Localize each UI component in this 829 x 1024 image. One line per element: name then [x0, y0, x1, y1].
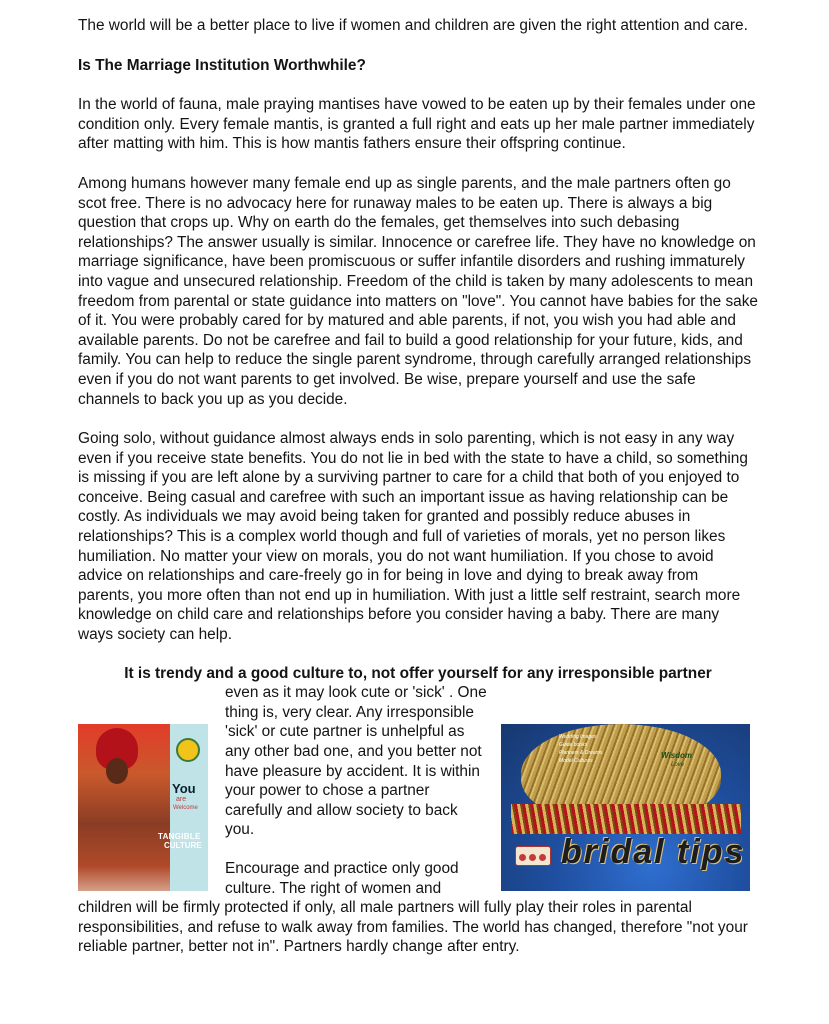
middle-text-first: even as it may look cute or 'sick' . One thing is, very clear. Any irresponsible 'sick' or cute partner is unhelpful as any other bad one, and you better not have pleasure by accident. It is within your power to chose a partner carefully and allow society to back you.: [225, 684, 487, 839]
figure-row: [78, 683, 758, 921]
tangible-culture-image: [78, 724, 208, 891]
poster-are-text: are: [176, 796, 187, 804]
section-heading: Is The Marriage Institution Worthwhile?: [78, 56, 366, 74]
hat-label: Guide books: [559, 742, 588, 749]
poster-tangible-text: TANGIBLE: [158, 832, 201, 842]
paragraph-mantis: In the world of fauna, male praying mantises have vowed to be eaten up by their females under one condition only. Every female mantis, is granted a full right and eats up her male partner immediately after matting with him. This is how mantis fathers ensure their offspring continue.: [78, 96, 756, 153]
poster-welcome-text: Welcome: [173, 805, 198, 812]
bridal-tips-title: bridal tips: [561, 833, 746, 872]
poster-you-text: You: [172, 781, 196, 797]
paragraph-single-parents: Among humans however many female end up as single parents, and the male partners often go scot free. There is no advocacy here for runaway males to be eaten up. There is always a big question that crops up. Why on earth do the females, get themselves into such debasing relationships? The answer usually is similar. Innocence or carefree life. They have no knowledge on marriage significance, have been promiscuous or suffer infantile disorders and rushing immaturely into vague and unsecured relationship. Freedom of the child is taken by many adolescents to mean freedom from parental or state guidance into matters on "love". You cannot have babies for the sake of it. You were probably cared for by matured and able parents, if not, you wish you had able and available parents. Do not be carefree and fail to build a good relationship for your future, kids, and family. You can help to reduce the single parent syndrome, through carefully arranged relationships even if you do not want parents to get involved. Be wise, prepare yourself and use the safe channels to back you up as you decide.: [78, 174, 758, 408]
poster-culture-text: CULTURE: [164, 841, 202, 851]
paragraph-going-solo: Going solo, without guidance almost always ends in solo parenting, which is not easy in any way even if you receive state benefits. You do not lie in bed with the state to have a child, so something is missing if you are left alone by a surviving partner to care for a child that both of you enjoyed to conceive. Being casual and carefree with such an important issue as having relationship can be costly. As individuals we may avoid being taken for granted and possibly reduce abuses in relationships? This is a complex world though and full of varieties of morals, yet no person likes humiliation. No matter your view on morals, you do not want humiliation. If you chose to avoid advice on relationships and care-freely go in for being in love and dying to break away from parents, you more often than not end up in humiliation. With just a little self restraint, search more knowledge on child care and relationships before you consider having a baby. There are many ways society can help.: [78, 430, 748, 644]
subheading-trendy-culture: It is trendy and a good culture to, not offer yourself for any irresponsible partner: [124, 664, 712, 682]
hat-label: Planners & Dreams: [559, 750, 603, 757]
hat-label: Wedding Images: [559, 734, 597, 741]
hat-fringe-shape: [511, 804, 741, 834]
bridal-tips-image: [501, 724, 750, 891]
document-page: [78, 16, 758, 957]
middle-text-second: Encourage and practice only good culture. The right of women and: [225, 859, 459, 897]
intro-paragraph: The world will be a better place to live if women and children are given the right attention and care.: [78, 17, 748, 34]
hat-label: Model Cultures: [559, 758, 593, 765]
love-text: Love: [671, 762, 685, 769]
closing-paragraph: children will be firmly protected if only, all male partners will fully play their roles in parental responsibilities, and refuse to walk away from families. The world has changed, therefore "not your reliable partner, better not in". Partners hardly change after entry.: [78, 899, 748, 956]
badge-icon: [515, 846, 551, 866]
middle-text-column: [225, 683, 490, 898]
wisdom-text: Wisdom: [661, 751, 693, 761]
